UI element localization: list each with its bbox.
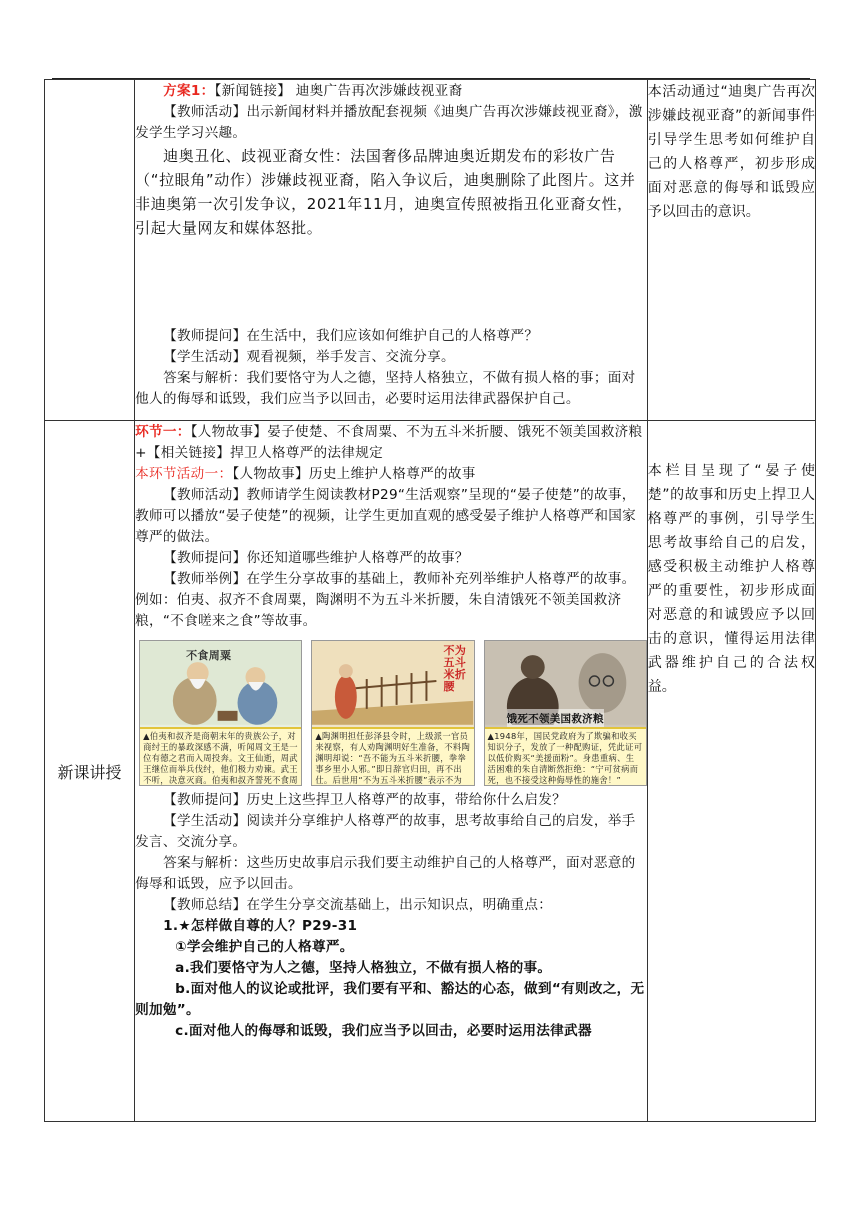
answer-analysis: 答案与解析：我们要恪守为人之德，坚持人格独立，不做有损人格的事；面对他人的侮辱和诋毁，我们应当予以回击，必要时运用法律武器保护自己。 bbox=[135, 370, 636, 407]
knowledge-point-1: ①学会维护自己的人格尊严。 bbox=[175, 939, 354, 955]
answer-analysis-2: 答案与解析：这些历史故事启示我们要主动维护自己的人格尊严，面对恶意的侮辱和诋毁，应予以回击。 bbox=[135, 855, 636, 892]
section-label: 新课讲授 bbox=[45, 421, 135, 1122]
story-image-2 bbox=[311, 640, 474, 786]
knowledge-point-title: 1.★怎样做自尊的人？P29-31 bbox=[163, 918, 358, 934]
teacher-question: 【教师提问】在生活中，我们应该如何维护自己的人格尊严？ bbox=[163, 328, 539, 344]
table-row-new-lesson bbox=[45, 421, 816, 1122]
image-tag-3: 饿死不领美国救济粮 bbox=[507, 709, 604, 730]
image-tag-1: 不食周粟 bbox=[186, 649, 232, 662]
student-activity-2: 【学生活动】阅读并分享维护人格尊严的故事，思考故事给自己的启发，举手发言、交流分享。 bbox=[135, 813, 636, 850]
teacher-question-3: 【教师提问】历史上这些捍卫人格尊严的故事，带给你什么启发？ bbox=[163, 792, 567, 808]
image-tag-2: 不为五斗米折腰 bbox=[443, 644, 467, 693]
activity-title: 【人物故事】历史上维护人格尊严的故事 bbox=[232, 466, 476, 482]
teacher-activity: 【教师活动】出示新闻材料并播放配套视频《迪奥广告再次涉嫌歧视亚裔》，激发学生学习兴趣。 bbox=[135, 104, 643, 141]
activity-label: 本环节活动一： bbox=[135, 466, 233, 482]
row1-left-cell bbox=[45, 80, 135, 421]
table-row-news bbox=[45, 80, 816, 421]
knowledge-point-c: c.面对他人的侮辱和诋毁，我们应当予以回击，必要时运用法律武器 bbox=[175, 1023, 592, 1039]
teacher-summary: 【教师总结】在学生分享交流基础上，出示知识点，明确重点： bbox=[163, 897, 553, 913]
lesson-table bbox=[44, 79, 816, 1122]
news-text: 迪奥丑化、歧视亚裔女性：法国奢侈品牌迪奥近期发布的彩妆广告（“拉眼角”动作）涉嫌歧视亚裔，陷入争议后，迪奥删除了此图片。这并非迪奥第一次引发争议，2021年11月，迪奥宣传照被指丑化亚裔女性，引起大量网友和媒体怒批。 bbox=[135, 147, 636, 237]
teacher-activity-2: 【教师活动】教师请学生阅读教材P29“生活观察”呈现的“晏子使楚”的故事，教师可以播放“晏子使楚”的视频，让学生更加直观的感受晏子维护人格尊严和国家尊严的做法。 bbox=[135, 487, 637, 545]
video-space bbox=[135, 240, 647, 326]
knowledge-point-a: a.我们要恪守为人之德，坚持人格独立，不做有损人格的事。 bbox=[175, 960, 552, 976]
plan-title: 【新闻链接】 迪奥广告再次涉嫌歧视亚裔 bbox=[214, 83, 463, 99]
row1-content-cell bbox=[135, 80, 648, 421]
image-caption-2: ▲陶渊明担任彭泽县令时，上级派一官员来视察，有人劝陶渊明好生准备，不料陶渊明却说：“吾不能为五斗米折腰，拳拳事乡里小人邪。”即日辞官归田，再不出仕。后世用“不为五斗米折腰”表示不为 bbox=[312, 727, 473, 785]
stage-title: 【人物故事】晏子使楚、不食周粟、不为五斗米折腰、饿死不领美国救济粮+【相关链接】捍卫人格尊严的法律规定 bbox=[135, 424, 643, 461]
teacher-question-2: 【教师提问】你还知道哪些维护人格尊严的故事？ bbox=[163, 550, 469, 566]
story-image-1 bbox=[139, 640, 302, 786]
story-images bbox=[139, 640, 647, 786]
student-activity: 【学生活动】观看视频，举手发言、交流分享。 bbox=[163, 349, 455, 365]
image-caption-1: ▲伯夷和叔齐是商朝末年的贵族公子，对商纣王的暴政深感不满，听闻周文王是一位有德之君而入周投奔。文王仙逝，周武王继位而举兵伐纣，他们极力劝谏。武王不听，决意灭商。伯夷和叔齐誓死不食周 bbox=[140, 727, 301, 785]
image-caption-3: ▲1948年，国民党政府为了欺骗和收买知识分子，发放了一种配购证，凭此证可以低价购买“美援面粉”。身患重病、生活困难的朱自清断然拒绝：“宁可贫病而死，也不接受这种侮辱性的施舍！” bbox=[485, 727, 646, 785]
story-image-3 bbox=[484, 640, 647, 786]
row2-content-cell bbox=[135, 421, 648, 1122]
stage-label: 环节一： bbox=[135, 424, 191, 440]
plan-label: 方案1： bbox=[163, 83, 215, 99]
teacher-examples: 【教师举例】在学生分享故事的基础上，教师补充列举维护人格尊严的故事。例如：伯夷、叔齐不食周粟，陶渊明不为五斗米折腰，朱自清饿死不领美国救济粮，“不食嗟来之食”等故事。 bbox=[135, 571, 636, 629]
row1-design-note: 本活动通过“迪奥广告再次涉嫌歧视亚裔”的新闻事件引导学生思考如何维护自己的人格尊严，初步形成面对恶意的侮辱和诋毁应予以回击的意识。 bbox=[647, 80, 815, 421]
knowledge-point-b: b.面对他人的议论或批评，我们要有平和、豁达的心态，做到“有则改之，无则加勉”。 bbox=[135, 981, 645, 1018]
row2-design-note: 本栏目呈现了“晏子使楚”的故事和历史上捍卫人格尊严的事例，引导学生思考故事给自己的启发，感受积极主动维护人格尊严的重要性，初步形成面对恶意的和诚毁应予以回击的意识，懂得运用法律武器维护自己的合法权益。 bbox=[647, 421, 815, 1122]
